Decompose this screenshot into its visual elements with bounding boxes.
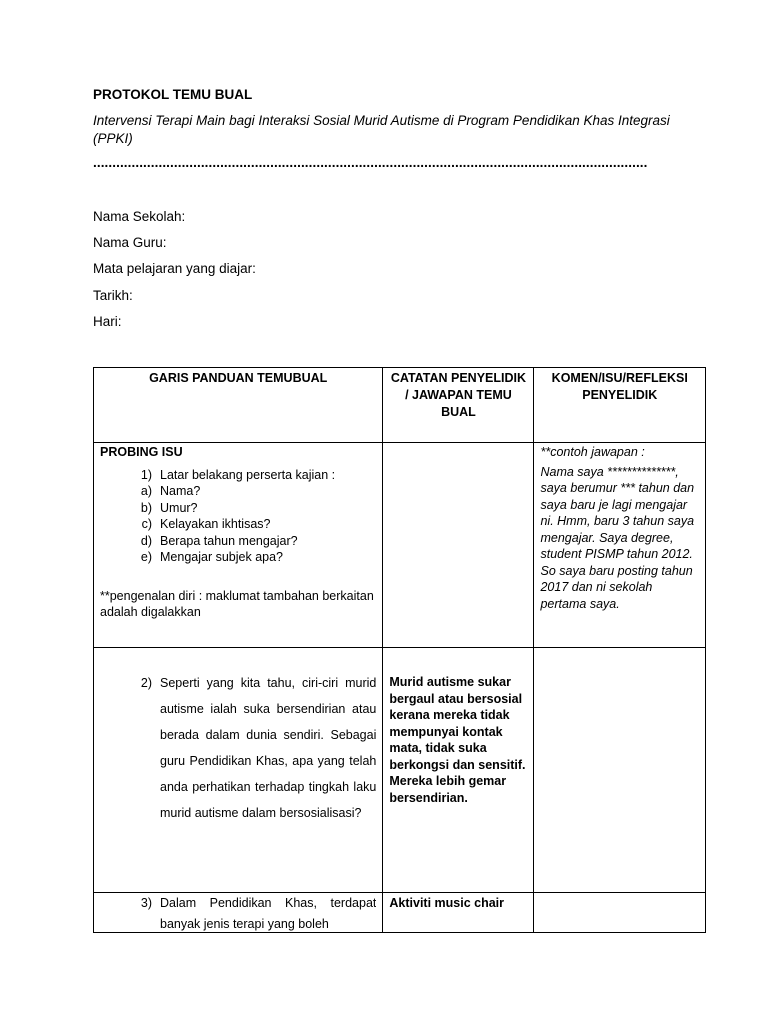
example-answer-text: Nama saya **************, saya berumur *** tahun dan saya baru je lagi mengajar ni. Hmm, baru 3 tahun saya mengajar. Saya degree, student PISMP tahun 2012. So saya baru posting tahun 2017 dan ni sekolah pertama saya. [540, 464, 695, 611]
q2-guideline-cell [94, 648, 383, 893]
field-school: Nama Sekolah: [93, 209, 186, 224]
q3-answer-cell [383, 893, 534, 933]
question-3-text: Dalam Pendidikan Khas, terdapat banyak jenis terapi yang boleh [160, 896, 377, 931]
list-item: b) Umur? [140, 500, 198, 515]
q1-answer-cell [383, 443, 534, 648]
interview-table [93, 367, 706, 933]
question-3-answer: Aktiviti music chair [389, 896, 504, 910]
header-guideline: GARIS PANDUAN TEMUBUAL [94, 368, 383, 443]
header-researcher-notes: CATATAN PENYELIDIK / JAWAPAN TEMU BUAL [383, 368, 534, 443]
list-item: c) Kelayakan ikhtisas? [141, 517, 271, 531]
section-label: PROBING ISU [100, 445, 183, 459]
list-item: d) Berapa tahun mengajar? [140, 533, 298, 548]
question-1: 1) Latar belakang perserta kajian : [140, 468, 336, 482]
q1-comment-cell [534, 443, 706, 648]
question-1-text: Latar belakang perserta kajian : [160, 468, 336, 482]
question-1-note: **pengenalan diri : maklumat tambahan berkaitan adalah digalakkan [100, 588, 374, 619]
field-teacher: Nama Guru: [93, 235, 167, 250]
q3-comment-cell [534, 893, 706, 933]
q2-comment-cell [534, 648, 706, 893]
question-2-text: Seperti yang kita tahu, ciri-ciri murid autisme ialah suka bersendirian atau berada dalam dunia sendiri. Sebagai guru Pendidikan Khas, apa yang telah anda perhatikan terhadap tingkah laku murid autisme dalam bersosialisasi? [160, 676, 377, 820]
question-2-answer: Murid autisme sukar bergaul atau bersosial kerana mereka tidak mempunyai kontak mata, tidak suka berkongsi dan sensitif. Mereka lebih gemar bersendirian. [389, 675, 526, 805]
field-date: Tarikh: [93, 288, 133, 303]
header-comments: KOMEN/ISU/REFLEKSI PENYELIDIK [534, 368, 706, 443]
q1-guideline-cell [94, 443, 383, 648]
field-day: Hari: [93, 314, 122, 329]
question-1-subitems [100, 483, 376, 566]
document-title: PROTOKOL TEMU BUAL [93, 87, 253, 102]
field-subject: Mata pelajaran yang diajar: [93, 261, 256, 276]
q3-guideline-cell [94, 893, 383, 933]
list-item: e) Mengajar subjek apa? [140, 550, 283, 564]
question-3: 3) Dalam Pendidikan Khas, terdapat banyak jenis terapi yang boleh [100, 893, 376, 931]
example-answer-label: **contoh jawapan : [540, 445, 645, 459]
question-2: 2) Seperti yang kita tahu, ciri-ciri murid autisme ialah suka bersendirian atau berada dalam dunia sendiri. Sebagai guru Pendidikan Khas, apa yang telah anda perhatikan terhadap tingkah laku murid autisme dalam bersosialisasi? [100, 670, 376, 826]
table-row [94, 648, 706, 893]
list-item: a) Nama? [140, 484, 201, 498]
table-header-row [94, 368, 706, 443]
table-row [94, 893, 706, 933]
table-row [94, 443, 706, 648]
dotted-divider: ................................................................................................................................................ [93, 155, 648, 170]
q2-answer-cell [383, 648, 534, 893]
document-subtitle: Intervensi Terapi Main bagi Interaksi Sosial Murid Autisme di Program Pendidikan Khas Integrasi (PPKI) [93, 113, 670, 146]
